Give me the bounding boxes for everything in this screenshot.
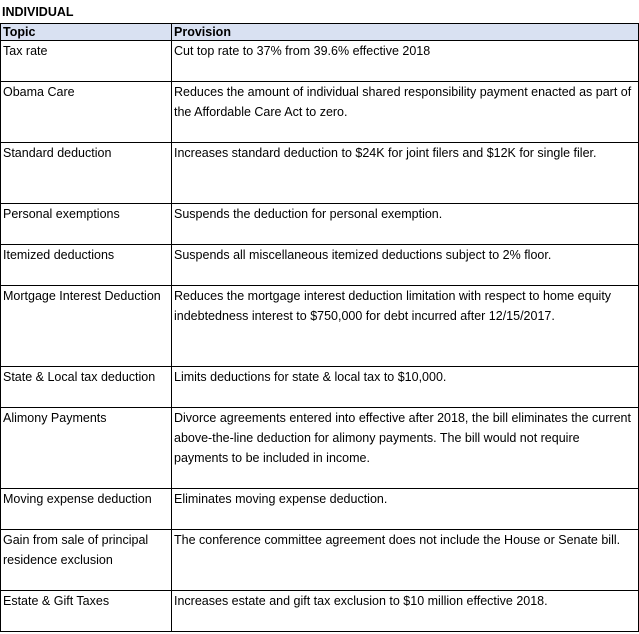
table-row — [1, 530, 639, 591]
column-header-provision: Provision — [172, 24, 639, 41]
provision-cell: Increases estate and gift tax exclusion to $10 million effective 2018. — [172, 591, 639, 632]
topic-cell: Estate & Gift Taxes — [1, 591, 172, 632]
provision-cell: Limits deductions for state & local tax to $10,000. — [172, 367, 639, 408]
provision-cell: Divorce agreements entered into effective after 2018, the bill eliminates the current above-the-line deduction for alimony payments. The bill would not require payments to be included in income. — [172, 408, 639, 489]
table-header-row — [1, 24, 639, 41]
provisions-table — [0, 23, 639, 632]
table-row — [1, 286, 639, 367]
table-row — [1, 591, 639, 632]
provision-cell: Cut top rate to 37% from 39.6% effective 2018 — [172, 41, 639, 82]
table-row — [1, 245, 639, 286]
provision-cell: Increases standard deduction to $24K for joint filers and $12K for single filer. — [172, 143, 639, 204]
section-title: INDIVIDUAL — [2, 5, 74, 19]
provision-cell: Reduces the mortgage interest deduction limitation with respect to home equity indebtedness interest to $750,000 for debt incurred after 12/15/2017. — [172, 286, 639, 367]
provision-cell: Suspends the deduction for personal exemption. — [172, 204, 639, 245]
topic-cell: Alimony Payments — [1, 408, 172, 489]
topic-cell: Tax rate — [1, 41, 172, 82]
topic-cell: Standard deduction — [1, 143, 172, 204]
topic-cell: Itemized deductions — [1, 245, 172, 286]
table-row — [1, 367, 639, 408]
provision-cell: Eliminates moving expense deduction. — [172, 489, 639, 530]
table-row — [1, 489, 639, 530]
topic-cell: State & Local tax deduction — [1, 367, 172, 408]
table-row — [1, 204, 639, 245]
table-row — [1, 408, 639, 489]
provision-cell: The conference committee agreement does not include the House or Senate bill. — [172, 530, 639, 591]
provision-cell: Suspends all miscellaneous itemized deductions subject to 2% floor. — [172, 245, 639, 286]
topic-cell: Obama Care — [1, 82, 172, 143]
topic-cell: Personal exemptions — [1, 204, 172, 245]
table-row — [1, 143, 639, 204]
topic-cell: Moving expense deduction — [1, 489, 172, 530]
table-row — [1, 82, 639, 143]
column-header-topic: Topic — [1, 24, 172, 41]
table-row — [1, 41, 639, 82]
topic-cell: Mortgage Interest Deduction — [1, 286, 172, 367]
provision-cell: Reduces the amount of individual shared responsibility payment enacted as part of the Affordable Care Act to zero. — [172, 82, 639, 143]
topic-cell: Gain from sale of principal residence exclusion — [1, 530, 172, 591]
